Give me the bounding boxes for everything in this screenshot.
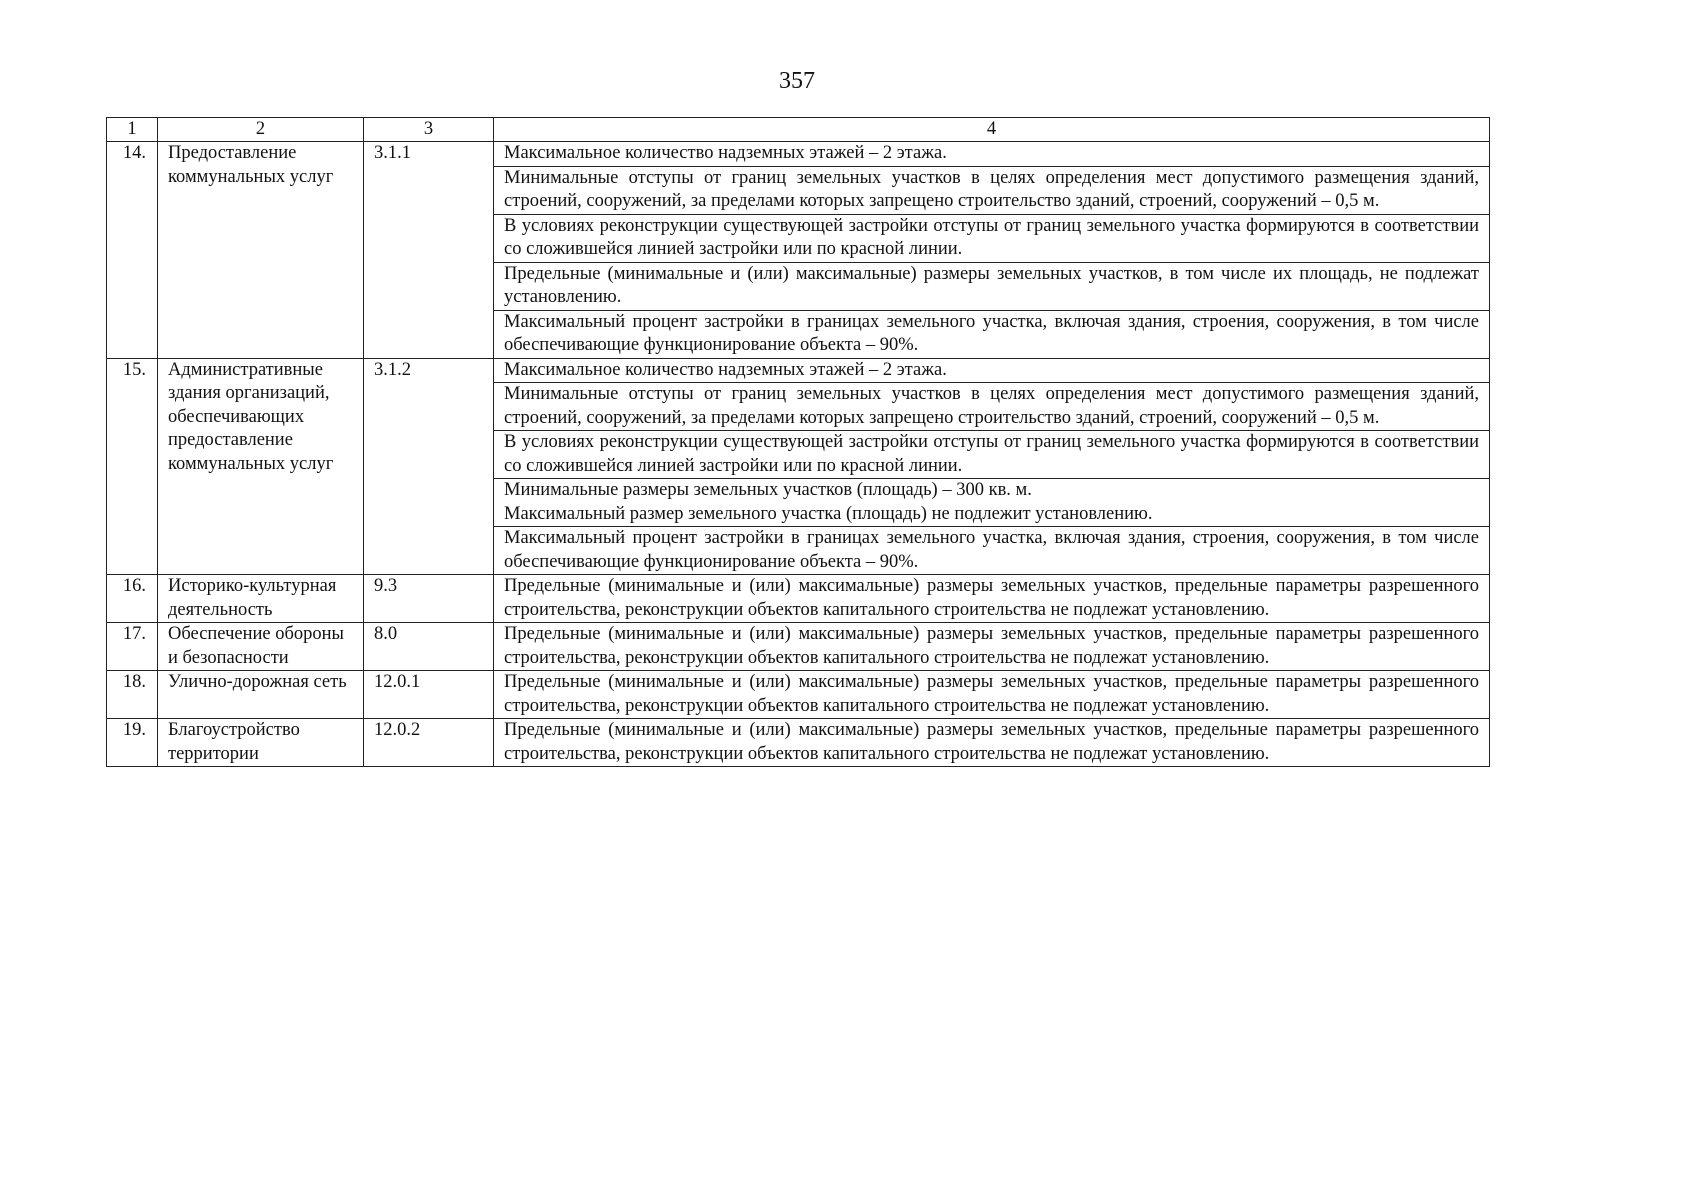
table-row <box>107 671 1490 719</box>
table-row <box>107 623 1490 671</box>
parameter-text: Предельные (минимальные и (или) максимальные) размеры земельных участков, предельные параметры разрешенного строительства, реконструкции объектов капитального строительства не подлежат установлению. <box>504 720 1479 764</box>
classifier-code: 12.0.1 <box>364 671 494 719</box>
land-use-type-name: Историко-культурная деятельность <box>158 575 364 623</box>
parameter-text: В условиях реконструкции существующей застройки отступы от границ земельного участка формируются в соответствии со сложившейся линией застройки или по красной линии. <box>504 432 1479 476</box>
classifier-code: 3.1.1 <box>364 142 494 359</box>
parameter-cell <box>494 575 1490 623</box>
parameter-text: Минимальные размеры земельных участков (площадь) – 300 кв. м. <box>504 480 1032 500</box>
parameter-text: Максимальное количество надземных этажей – 2 этажа. <box>504 143 947 163</box>
land-use-type-name: Благоустройство территории <box>158 719 364 767</box>
parameter-cell <box>494 310 1490 358</box>
land-use-type-name: Административные здания организаций, обеспечивающих предоставление коммунальных услуг <box>158 358 364 575</box>
row-number: 16. <box>107 575 158 623</box>
land-use-type-name: Улично-дорожная сеть <box>158 671 364 719</box>
parameter-cell <box>494 166 1490 214</box>
parameter-cell <box>494 623 1490 671</box>
land-use-type-name: Обеспечение обороны и безопасности <box>158 623 364 671</box>
classifier-code: 8.0 <box>364 623 494 671</box>
parameter-cell <box>494 142 1490 167</box>
classifier-code: 12.0.2 <box>364 719 494 767</box>
parameter-cell <box>494 719 1490 767</box>
table-row <box>107 719 1490 767</box>
parameter-text: Предельные (минимальные и (или) максимальные) размеры земельных участков, предельные параметры разрешенного строительства, реконструкции объектов капитального строительства не подлежат установлению. <box>504 672 1479 716</box>
page-number: 357 <box>779 68 815 94</box>
header-col-4: 4 <box>494 118 1490 142</box>
parameter-cell <box>494 431 1490 479</box>
parameter-cell <box>494 262 1490 310</box>
parameter-cell <box>494 214 1490 262</box>
parameter-text: Максимальный процент застройки в границах земельного участка, включая здания, строения, сооружения, в том числе обеспечивающие функционирование объекта – 90%. <box>504 528 1479 572</box>
parameter-text: Максимальное количество надземных этажей – 2 этажа. <box>504 359 947 380</box>
parameter-text: Предельные (минимальные и (или) максимальные) размеры земельных участков, предельные параметры разрешенного строительства, реконструкции объектов капитального строительства не подлежат установлению. <box>504 624 1479 668</box>
table-row <box>107 358 1490 383</box>
parameter-text: Минимальные отступы от границ земельных участков в целях определения мест допустимого размещения зданий, строений, сооружений, за пределами которых запрещено строительство зданий, строений, сооружений – 0,5 м. <box>504 167 1479 211</box>
row-number: 17. <box>107 623 158 671</box>
table-header-row <box>107 118 1490 142</box>
table-row <box>107 142 1490 167</box>
parameter-text: В условиях реконструкции существующей застройки отступы от границ земельного участка формируются в соответствии со сложившейся линией застройки или по красной линии. <box>504 215 1479 259</box>
header-col-1: 1 <box>107 118 158 142</box>
header-col-2: 2 <box>158 118 364 142</box>
row-number: 14. <box>107 142 158 359</box>
parameter-text: Максимальный размер земельного участка (площадь) не подлежит установлению. <box>504 503 1153 524</box>
parameter-text: Максимальный процент застройки в границах земельного участка, включая здания, строения, сооружения, в том числе обеспечивающие функционирование объекта – 90%. <box>504 311 1479 355</box>
parameter-cell <box>494 527 1490 575</box>
row-number: 18. <box>107 671 158 719</box>
parameter-cell <box>494 671 1490 719</box>
table-row <box>107 575 1490 623</box>
land-use-type-name: Предоставление коммунальных услуг <box>158 142 364 359</box>
header-col-3: 3 <box>364 118 494 142</box>
parameter-cell <box>494 358 1490 383</box>
parameter-cell <box>494 383 1490 431</box>
parameter-text: Предельные (минимальные и (или) максимальные) размеры земельных участков, предельные параметры разрешенного строительства, реконструкции объектов капитального строительства не подлежат установлению. <box>504 576 1479 620</box>
classifier-code: 9.3 <box>364 575 494 623</box>
row-number: 15. <box>107 358 158 575</box>
parameter-text: Предельные (минимальные и (или) максимальные) размеры земельных участков, в том числе их площадь, не подлежат установлению. <box>504 263 1479 307</box>
parameter-cell <box>494 479 1490 527</box>
parameter-text: Минимальные отступы от границ земельных участков в целях определения мест допустимого размещения зданий, строений, сооружений, за пределами которых запрещено строительство зданий, строений, сооружений – 0,5 м. <box>504 384 1479 428</box>
classifier-code: 3.1.2 <box>364 358 494 575</box>
land-use-parameters-table <box>106 117 1490 767</box>
row-number: 19. <box>107 719 158 767</box>
